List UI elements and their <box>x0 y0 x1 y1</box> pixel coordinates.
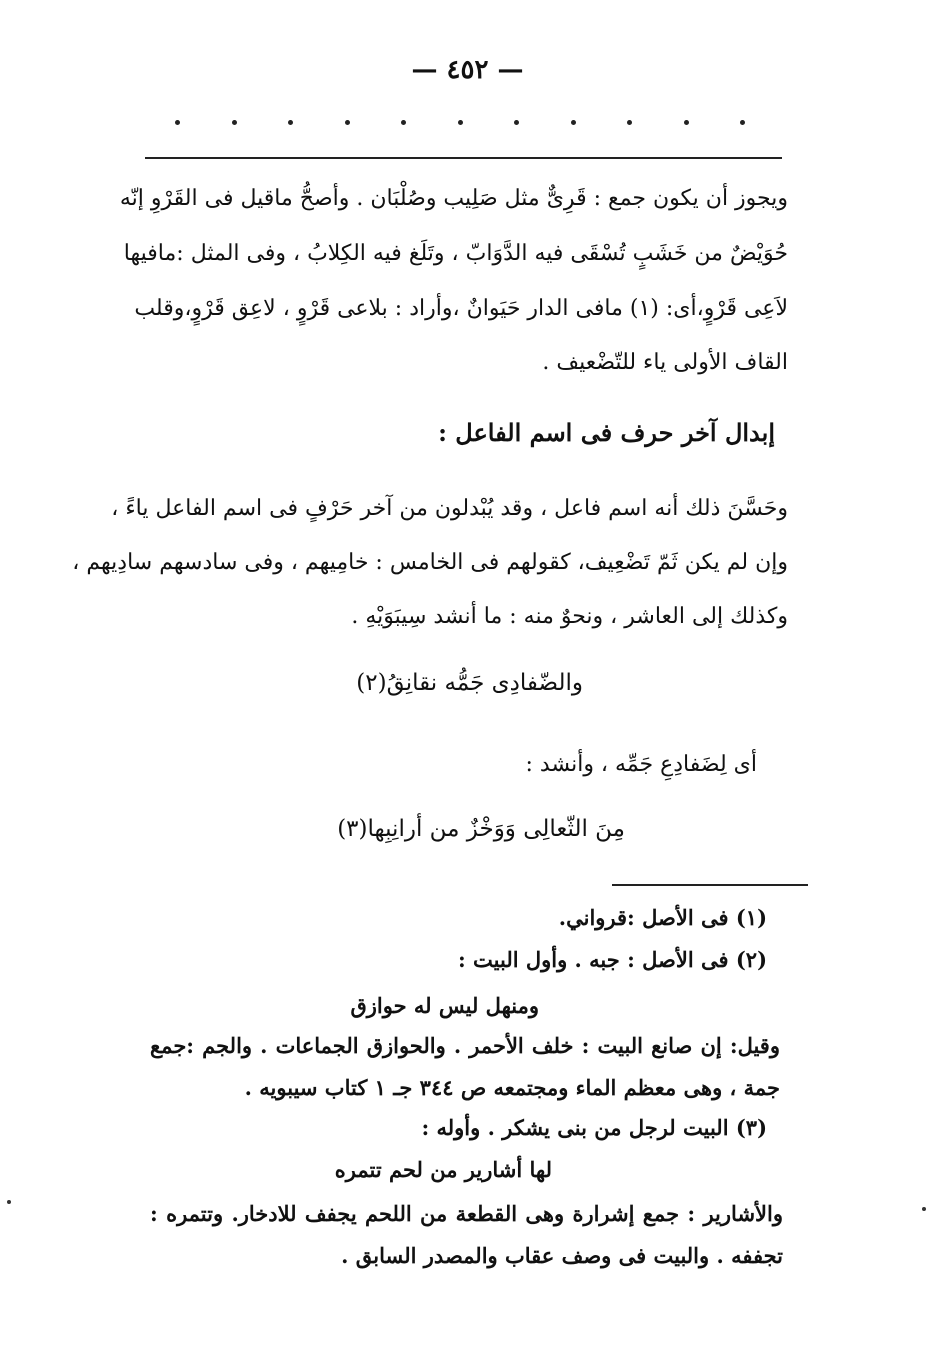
dot <box>401 120 406 125</box>
body-line: لاَعِى قَرْوٍ،أى: (١) مافى الدار حَيَوانٌ ،وأراد : بلاعى قَرْوٍ ، لاعِق قَرْوٍ،وقلب <box>134 296 788 321</box>
body-line: وإن لم يكن ثَمّ تَضْعِيف، كقولهم فى الخامس : خامِيهم ، وفى سادسهم سادِيهم ، <box>72 550 788 575</box>
footnote-rule <box>612 884 808 886</box>
dot <box>684 120 689 125</box>
footnote-2: (٢) فى الأصل : جبه . وأول البيت : <box>457 947 767 972</box>
footnote-2-text: جمة ، وهى معظم الماء ومجتمعه ص ٣٤٤ جـ ١ كتاب سيبويه . <box>244 1075 780 1100</box>
footnote-3-text: والأشارير : جمع إشرارة وهى القطعة من اللحم يجفف للادخار. وتتمره : <box>150 1201 783 1226</box>
body-line: أى لِضَفادِعِ جَمِّه ، وأنشد : <box>525 752 757 777</box>
page-number: — ٤٥٢ — <box>411 55 524 85</box>
body-line: القاف الأولى ياء للتّضْعيف . <box>542 350 788 375</box>
dot <box>288 120 293 125</box>
footnote-1: (١) فى الأصل :قرواني. <box>558 905 767 930</box>
scan-speck <box>922 1207 926 1211</box>
verse-line: مِنَ الثّعالِى وَوَخْزٌ من أرانِبِها(٣) <box>337 816 625 842</box>
scan-speck <box>7 1200 11 1204</box>
footnote-2-text: وقيل: إن صانع البيت : خلف الأحمر . والحوازق الجماعات . والجم :جمع <box>150 1033 780 1058</box>
dot <box>571 120 576 125</box>
dot <box>175 120 180 125</box>
verse-line: والضّفادِى جَمُّه نقانِقُ(٢) <box>356 670 583 696</box>
footnote-3-verse: لها أشارير من لحم تتمره <box>334 1157 552 1182</box>
body-line: حُوَيْضٌ من خَشَبٍ تُسْقَى فيه الدَّوَابّ ، وتَلَغ فيه الكِلابُ ، وفى المثل :مافيها <box>123 241 788 266</box>
section-heading: إبدال آخر حرف فى اسم الفاعل : <box>438 418 775 447</box>
dot <box>345 120 350 125</box>
dot <box>232 120 237 125</box>
footnote-3-text: تجففه . والبيت فى وصف عقاب والمصدر السابق . <box>341 1243 783 1268</box>
footnote-3: (٣) البيت لرجل من بنى يشكر . وأوله : <box>421 1115 767 1140</box>
body-line: وكذلك إلى العاشر ، ونحوٌ منه : ما أنشد سِيبَوَيْهِ . <box>351 604 788 629</box>
body-line: وحَسَّنَ ذلك أنه اسم فاعل ، وقد يُبْدلون من آخر حَرْفٍ فى اسم الفاعل ياءً ، <box>111 496 788 521</box>
header-rule <box>145 157 782 159</box>
dot <box>627 120 632 125</box>
body-line: ويجوز أن يكون جمع : قَرِىٌّ مثل صَلِيب وصُلْبَان . وأصحُّ ماقيل فى القَرْوِ إنّه <box>119 186 788 211</box>
dot <box>740 120 745 125</box>
footnote-2-verse: ومنهل ليس له حوازق <box>350 993 539 1018</box>
dot <box>514 120 519 125</box>
dot <box>458 120 463 125</box>
decorative-dots <box>175 120 745 125</box>
